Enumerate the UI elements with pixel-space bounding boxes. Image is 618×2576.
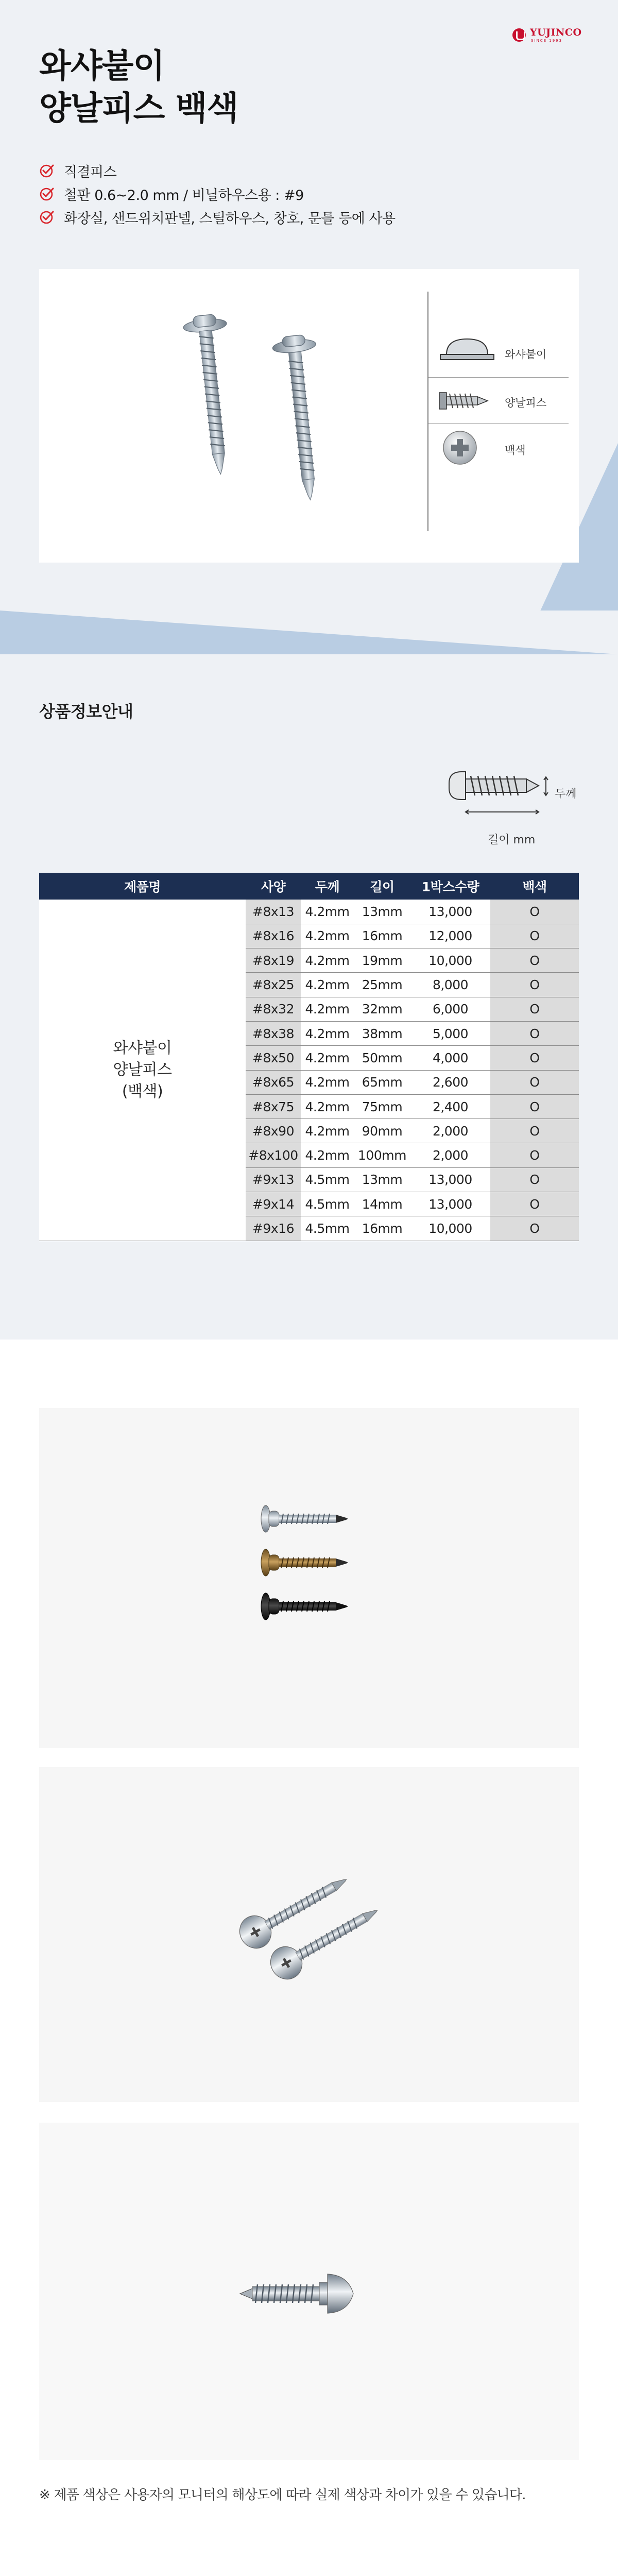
thickness-cell: 4.5mm [301, 1192, 354, 1216]
spec-cell: #8x25 [246, 973, 301, 997]
feature-text: 직결피스 [64, 164, 117, 180]
color-disclaimer-note: ※ 제품 색상은 사용자의 모니터의 해상도에 따라 실제 색상과 차이가 있을 수 있습니다. [39, 2487, 526, 2503]
feature-item [39, 161, 396, 180]
length-cell: 25mm [354, 973, 410, 997]
spec-cell: #9x14 [246, 1192, 301, 1216]
thickness-cell: 4.2mm [301, 924, 354, 948]
white-cell: O [490, 924, 579, 948]
thickness-cell: 4.5mm [301, 1167, 354, 1192]
length-cell: 38mm [354, 1021, 410, 1045]
white-cell: O [490, 1216, 579, 1241]
box-qty-cell: 13,000 [410, 1167, 490, 1192]
drill-point-icon [436, 385, 498, 416]
thickness-cell: 4.2mm [301, 1094, 354, 1118]
length-cell: 16mm [354, 924, 410, 948]
white-cell: O [490, 997, 579, 1021]
spec-cell: #8x65 [246, 1070, 301, 1094]
feature-item [39, 184, 396, 204]
product-name-line: (백색) [122, 1082, 163, 1100]
thickness-cell: 4.2mm [301, 1021, 354, 1045]
col-header: 두께 [301, 873, 354, 900]
box-qty-cell: 12,000 [410, 924, 490, 948]
legend-label: 와샤붙이 [505, 348, 547, 361]
white-cell: O [490, 1119, 579, 1143]
spec-section [0, 654, 618, 1340]
feature-list [39, 161, 396, 230]
box-qty-cell: 8,000 [410, 973, 490, 997]
spec-heading: 상품정보안내 [39, 702, 133, 721]
length-cell: 14mm [354, 1192, 410, 1216]
length-cell: 13mm [354, 900, 410, 924]
two-screws-photo [39, 1767, 579, 2102]
thickness-cell: 4.2mm [301, 997, 354, 1021]
length-cell: 50mm [354, 1046, 410, 1070]
product-hero-card [39, 269, 579, 563]
check-icon [39, 186, 55, 201]
feature-text: 화장실, 샌드위치판넬, 스틸하우스, 창호, 문틀 등에 사용 [64, 210, 396, 227]
col-header: 제품명 [39, 873, 246, 900]
thickness-cell: 4.2mm [301, 948, 354, 973]
feature-text: 철판 0.6~2.0 mm / 비닐하우스용 : #9 [64, 187, 304, 204]
spec-cell: #8x50 [246, 1046, 301, 1070]
thickness-cell: 4.2mm [301, 1143, 354, 1167]
hero-band-cut [0, 611, 618, 654]
white-color-icon [436, 429, 498, 467]
dimension-length-label: 길이 mm [488, 834, 536, 846]
gallery-section [0, 1340, 618, 2576]
spec-cell: #8x90 [246, 1119, 301, 1143]
white-cell: O [490, 1094, 579, 1118]
box-qty-cell: 10,000 [410, 1216, 490, 1241]
col-header: 1박스수량 [410, 873, 490, 900]
product-title-line-1: 와샤붙이 [39, 47, 165, 86]
white-cell: O [490, 1143, 579, 1167]
thickness-cell: 4.2mm [301, 1046, 354, 1070]
product-title-line-2: 양날피스 백색 [39, 90, 238, 128]
spec-table-header-row [39, 873, 579, 900]
spec-cell: #8x16 [246, 924, 301, 948]
check-icon [39, 163, 55, 178]
box-qty-cell: 2,400 [410, 1094, 490, 1118]
box-qty-cell: 6,000 [410, 997, 490, 1021]
col-header: 사양 [246, 873, 301, 900]
single-screw-photo [39, 2123, 579, 2460]
spec-cell: #8x38 [246, 1021, 301, 1045]
length-cell: 13mm [354, 1167, 410, 1192]
three-color-screws-image [39, 1408, 579, 1748]
two-white-screws-image [39, 1767, 579, 2102]
check-icon [39, 209, 55, 225]
spec-cell: #8x19 [246, 948, 301, 973]
legend-rule [428, 377, 569, 378]
product-name-cell [39, 900, 246, 1241]
legend-rule [428, 423, 569, 424]
white-cell: O [490, 1192, 579, 1216]
length-cell: 75mm [354, 1094, 410, 1118]
length-cell: 19mm [354, 948, 410, 973]
brand-logo [512, 24, 590, 46]
white-cell: O [490, 973, 579, 997]
box-qty-cell: 13,000 [410, 900, 490, 924]
spec-table [39, 873, 579, 1241]
col-header: 길이 [354, 873, 410, 900]
color-variants-photo [39, 1408, 579, 1748]
length-cell: 32mm [354, 997, 410, 1021]
white-cell: O [490, 1021, 579, 1045]
legend-label: 양날피스 [505, 397, 547, 409]
spec-cell: #8x100 [246, 1143, 301, 1167]
dimension-thickness-label: 두께 [555, 788, 577, 801]
box-qty-cell: 4,000 [410, 1046, 490, 1070]
box-qty-cell: 10,000 [410, 948, 490, 973]
box-qty-cell: 2,000 [410, 1119, 490, 1143]
thickness-cell: 4.2mm [301, 1119, 354, 1143]
spec-cell: #9x13 [246, 1167, 301, 1192]
thickness-cell: 4.2mm [301, 900, 354, 924]
feature-item [39, 207, 396, 227]
spec-cell: #9x16 [246, 1216, 301, 1241]
spec-table-row [39, 900, 579, 924]
spec-cell: #8x13 [246, 900, 301, 924]
white-cell: O [490, 948, 579, 973]
white-cell: O [490, 1046, 579, 1070]
legend-divider [427, 292, 428, 531]
length-cell: 65mm [354, 1070, 410, 1094]
product-title [39, 45, 238, 130]
thickness-cell: 4.2mm [301, 1070, 354, 1094]
thickness-cell: 4.5mm [301, 1216, 354, 1241]
hero-section [0, 0, 618, 654]
brand-logo-icon [512, 28, 526, 42]
screw-pair-image [142, 305, 348, 532]
length-cell: 90mm [354, 1119, 410, 1143]
legend-label: 백색 [505, 444, 526, 456]
product-name-line: 와샤붙이 [113, 1039, 172, 1057]
col-header: 백색 [490, 873, 579, 900]
brand-tagline: SINCE 1993 [531, 38, 563, 43]
length-cell: 16mm [354, 1216, 410, 1241]
thickness-cell: 4.2mm [301, 973, 354, 997]
white-cell: O [490, 900, 579, 924]
box-qty-cell: 2,000 [410, 1143, 490, 1167]
brand-name: YUJINCO [530, 26, 582, 38]
box-qty-cell: 5,000 [410, 1021, 490, 1045]
length-cell: 100mm [354, 1143, 410, 1167]
single-screw-side-image [39, 2123, 579, 2460]
box-qty-cell: 2,600 [410, 1070, 490, 1094]
washer-head-icon [436, 335, 498, 366]
spec-cell: #8x75 [246, 1094, 301, 1118]
spec-cell: #8x32 [246, 997, 301, 1021]
box-qty-cell: 13,000 [410, 1192, 490, 1216]
white-cell: O [490, 1167, 579, 1192]
white-cell: O [490, 1070, 579, 1094]
product-name-line: 양날피스 [113, 1060, 172, 1079]
